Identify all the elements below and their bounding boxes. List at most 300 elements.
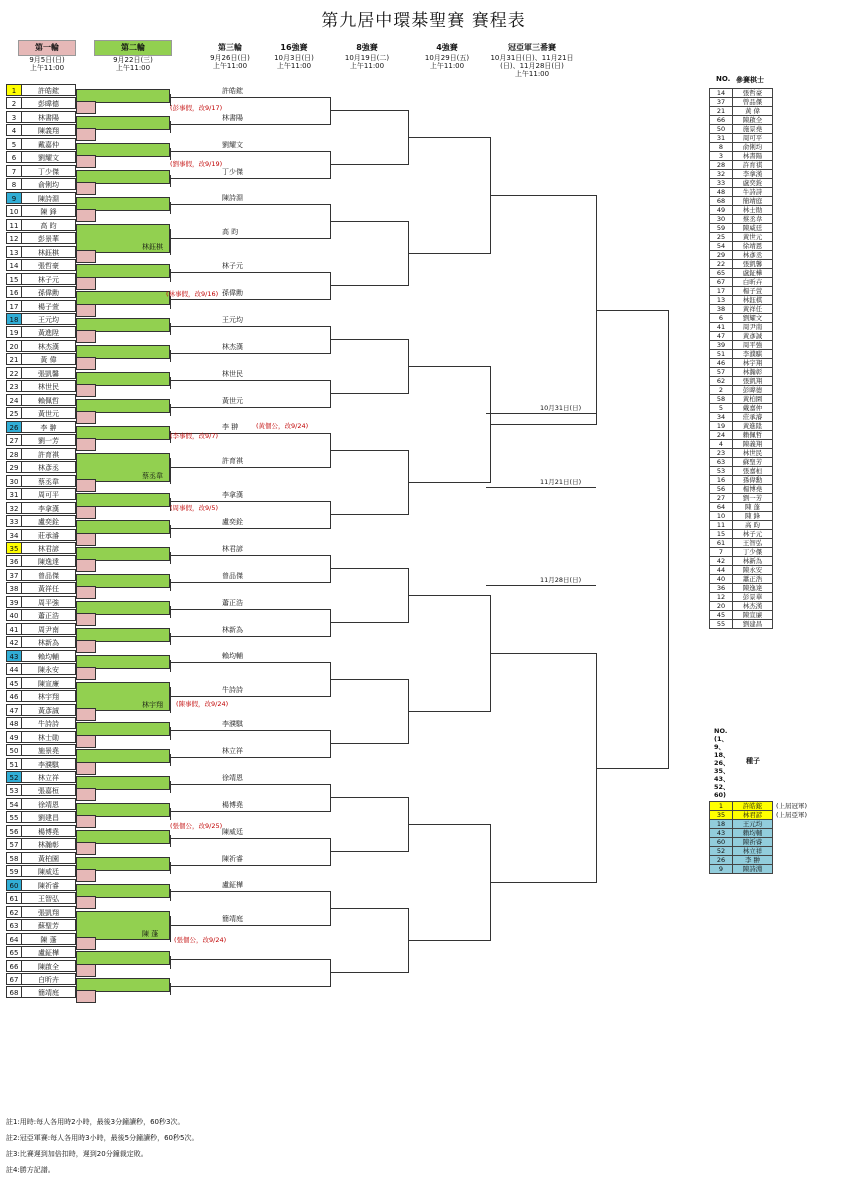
participant-number: 40 <box>710 575 733 584</box>
bracket-line <box>250 178 330 179</box>
player-row <box>6 650 76 662</box>
player-name: 李拿漢 <box>21 503 75 513</box>
bracket-line <box>330 221 408 222</box>
round-date: 9月22日(三) <box>113 56 153 64</box>
participant-name: 黃 偉 <box>733 107 773 116</box>
seed-row <box>710 811 773 820</box>
player-number: 43 <box>7 651 21 661</box>
round1-bar <box>76 869 96 882</box>
player-row <box>6 838 76 850</box>
bracket-line <box>330 568 408 569</box>
player-name: 高 昀 <box>21 220 75 230</box>
participant-name: 盧鉦樺 <box>733 269 773 278</box>
player-name: 周平強 <box>21 597 75 607</box>
participant-row <box>710 485 773 494</box>
player-number: 54 <box>9 800 19 809</box>
participant-name: 張哲豪 <box>733 89 773 98</box>
player-number: 44 <box>9 666 19 675</box>
participant-number: 37 <box>710 98 733 107</box>
round-date: 9月5日(日) <box>29 56 65 64</box>
bracket-line <box>408 482 490 483</box>
player-name: 陳逸達 <box>21 556 75 566</box>
player-name: 盧鉦樺 <box>21 947 75 957</box>
participant-number: 10 <box>710 512 733 521</box>
round1-bar <box>76 533 96 546</box>
reschedule-note: (張個公，改9/25) <box>170 822 223 830</box>
participant-row <box>710 386 773 395</box>
player-number: 42 <box>9 639 19 648</box>
bracket-line <box>250 730 330 731</box>
round3-winner-name: 林書陽 <box>222 113 243 122</box>
participant-number: 47 <box>710 332 733 341</box>
bracket-line <box>170 582 250 583</box>
player-name: 陳詩淵 <box>21 193 75 203</box>
bracket-line <box>170 959 250 960</box>
reschedule-note: (張個公，改9/24) <box>174 936 227 944</box>
final-date: 11月21日(日) <box>540 478 582 486</box>
player-row <box>6 421 76 433</box>
player-number: 5 <box>11 140 17 149</box>
round1-bar <box>76 357 96 370</box>
round3-winner-name: 李拿漢 <box>222 490 243 499</box>
participant-name: 蔡丞韋 <box>733 215 773 224</box>
participant-name: 林瀚彰 <box>733 368 773 377</box>
bracket-line <box>486 413 596 414</box>
participant-row <box>710 512 773 521</box>
participant-name: 林子元 <box>733 530 773 539</box>
player-number: 48 <box>9 720 19 729</box>
round1-bar <box>76 304 96 317</box>
round1-bar <box>76 613 96 626</box>
participant-number: 12 <box>710 593 733 602</box>
round-time: 上午11:00 <box>429 62 465 70</box>
bracket-line <box>408 595 490 596</box>
participant-row <box>710 377 773 386</box>
bracket-line <box>170 501 250 502</box>
player-row <box>6 394 76 406</box>
participant-name: 盧奕銓 <box>733 179 773 188</box>
bracket-line <box>170 380 250 381</box>
bracket-line <box>250 353 330 354</box>
player-number: 36 <box>9 558 19 567</box>
seed-row <box>710 865 773 874</box>
participant-number: 24 <box>710 431 733 440</box>
round-time: 上午11:00 <box>349 62 385 70</box>
player-name: 張凱馨 <box>21 368 75 378</box>
participant-row <box>710 476 773 485</box>
player-row <box>6 704 76 716</box>
participant-number: 14 <box>710 89 733 98</box>
round-time: 上午11:00 <box>276 62 312 70</box>
player-number: 18 <box>7 314 21 324</box>
participant-row <box>710 575 773 584</box>
bracket-line <box>250 467 330 468</box>
player-row <box>6 367 76 379</box>
player-number: 2 <box>11 100 17 109</box>
player-number: 30 <box>9 477 19 486</box>
round1-bar <box>76 384 96 397</box>
round-header <box>18 40 76 72</box>
player-name: 牛詩詩 <box>21 718 75 728</box>
round-label: 第一輪 <box>18 40 76 56</box>
player-row <box>6 313 76 325</box>
player-row <box>6 879 76 891</box>
player-row <box>6 259 76 271</box>
player-row <box>6 771 76 783</box>
bracket-line <box>330 285 408 286</box>
player-row <box>6 744 76 756</box>
participant-name: 張凱馨 <box>733 260 773 269</box>
player-name: 莊承濬 <box>21 530 75 540</box>
bracket-line <box>330 972 408 973</box>
participant-name: 楊子萱 <box>733 287 773 296</box>
bracket-line <box>250 326 330 327</box>
round-date: 10月3日(日) <box>274 54 314 62</box>
round3-winner-name: 黃世元 <box>222 396 243 405</box>
participant-row <box>710 539 773 548</box>
round3-winner-name: 陳威廷 <box>222 827 243 836</box>
player-row <box>6 300 76 312</box>
participant-name: 俞俐均 <box>733 143 773 152</box>
participant-number: 32 <box>710 170 733 179</box>
player-number: 9 <box>7 193 21 203</box>
seed-name: 王元均 <box>733 820 773 829</box>
participant-row <box>710 170 773 179</box>
participant-row <box>710 125 773 134</box>
player-number: 17 <box>9 302 19 311</box>
participant-number: 11 <box>710 521 733 530</box>
round-label: 4強賽 <box>436 43 458 52</box>
participant-number: 23 <box>710 449 733 458</box>
round-date: 10月31日(日)、11月21日(日)、11月28日(日) <box>490 54 574 70</box>
participant-name: 施景堯 <box>733 125 773 134</box>
round3-winner-name: 王元均 <box>222 315 243 324</box>
participant-row <box>710 143 773 152</box>
player-row <box>6 986 76 998</box>
participant-number: 54 <box>710 242 733 251</box>
participant-number: 61 <box>710 539 733 548</box>
round-time: 上午11:00 <box>514 70 550 78</box>
player-number: 55 <box>9 814 19 823</box>
bracket-line <box>250 609 330 610</box>
player-number: 24 <box>9 396 19 405</box>
participants-header: 參賽棋士 <box>736 76 764 84</box>
player-row <box>6 798 76 810</box>
participant-number: 38 <box>710 305 733 314</box>
round1-bar <box>76 937 96 950</box>
player-number: 37 <box>9 571 19 580</box>
player-name: 周可平 <box>21 489 75 499</box>
participant-number: 57 <box>710 368 733 377</box>
participant-number: 64 <box>710 503 733 512</box>
player-name: 陳祈睿 <box>21 880 75 890</box>
seed-row <box>710 856 773 865</box>
seed-number: 18 <box>710 820 733 829</box>
bracket-line <box>486 487 596 488</box>
player-number: 50 <box>9 747 19 756</box>
player-name: 黃 偉 <box>21 354 75 364</box>
participant-number: 62 <box>710 377 733 386</box>
bracket-line <box>250 891 330 892</box>
player-name: 蘇聖芳 <box>21 920 75 930</box>
reschedule-note: (周事假，改9/5) <box>170 504 219 512</box>
player-name: 曾品傑 <box>21 570 75 580</box>
participant-name: 王智弘 <box>733 539 773 548</box>
player-name: 林彥丞 <box>21 462 75 472</box>
participant-name: 白昕卉 <box>733 278 773 287</box>
participant-number: 27 <box>710 494 733 503</box>
participant-row <box>710 458 773 467</box>
seed-name: 李 翀 <box>733 856 773 865</box>
participant-name: 黃柏園 <box>733 395 773 404</box>
bracket-line <box>330 514 408 515</box>
bracket-line <box>170 696 250 697</box>
participant-number: 42 <box>710 557 733 566</box>
player-name: 陳啟全 <box>21 961 75 971</box>
participant-row <box>710 611 773 620</box>
player-number: 59 <box>9 868 19 877</box>
participant-row <box>710 269 773 278</box>
player-row <box>6 946 76 958</box>
player-number: 29 <box>9 464 19 473</box>
participant-name: 楊博堯 <box>733 485 773 494</box>
player-number: 20 <box>9 342 19 351</box>
participant-number: 8 <box>710 143 733 152</box>
round-label: 8強賽 <box>356 43 378 52</box>
player-name: 許皓鋐 <box>21 85 75 95</box>
seed-number: 52 <box>710 847 733 856</box>
bracket-line <box>170 238 250 239</box>
seeds-no-header: NO.(1、9、18、26、35、43、52、60) <box>714 727 730 799</box>
bracket-line <box>250 299 330 300</box>
participant-row <box>710 296 773 305</box>
participant-row <box>710 188 773 197</box>
round2-winner-name: 陳 蓬 <box>142 929 159 938</box>
participant-number: 53 <box>710 467 733 476</box>
round1-bar <box>76 762 96 775</box>
player-name: 李濮騏 <box>21 759 75 769</box>
round3-winner-name: 盧奕銓 <box>222 517 243 526</box>
player-number: 25 <box>9 410 19 419</box>
bracket-line <box>490 195 596 196</box>
participant-row <box>710 494 773 503</box>
bracket-line <box>170 555 250 556</box>
seed-name: 林君諺 <box>733 811 773 820</box>
participant-number: 63 <box>710 458 733 467</box>
player-number: 15 <box>9 275 19 284</box>
participant-row <box>710 521 773 530</box>
seed-name: 陳祈睿 <box>733 838 773 847</box>
participant-number: 16 <box>710 476 733 485</box>
player-number: 3 <box>11 113 17 122</box>
participant-number: 45 <box>710 611 733 620</box>
round3-winner-name: 牛詩詩 <box>222 686 243 695</box>
round3-winner-name: 盧鉦樺 <box>222 881 243 890</box>
final-date: 11月28日(日) <box>540 576 582 584</box>
player-name: 張凱翔 <box>21 907 75 917</box>
player-row <box>6 677 76 689</box>
player-row <box>6 825 76 837</box>
player-row <box>6 448 76 460</box>
participant-row <box>710 602 773 611</box>
participant-number: 51 <box>710 350 733 359</box>
round3-winner-name: 林子元 <box>222 261 243 270</box>
player-number: 4 <box>11 127 17 136</box>
seed-row <box>710 838 773 847</box>
player-row <box>6 690 76 702</box>
player-row <box>6 461 76 473</box>
seed-name: 賴均輔 <box>733 829 773 838</box>
participant-name: 孫偉勳 <box>733 476 773 485</box>
player-name: 徐靖恩 <box>21 799 75 809</box>
participant-row <box>710 107 773 116</box>
player-number: 67 <box>9 976 19 985</box>
bracket-line <box>596 310 668 311</box>
participant-name: 劉建昌 <box>733 620 773 629</box>
player-row <box>6 596 76 608</box>
player-name: 林君諺 <box>21 543 75 553</box>
bracket-line <box>170 811 250 812</box>
participant-name: 黃世元 <box>733 233 773 242</box>
seed-number: 43 <box>710 829 733 838</box>
bracket-line <box>170 636 250 637</box>
participant-row <box>710 395 773 404</box>
player-number: 12 <box>9 235 19 244</box>
round3-winner-name: 高 昀 <box>222 228 239 237</box>
player-row <box>6 434 76 446</box>
participant-row <box>710 251 773 260</box>
seeds-header: 種子 <box>746 757 760 765</box>
player-row <box>6 502 76 514</box>
participant-number: 13 <box>710 296 733 305</box>
player-name: 孫偉勳 <box>21 287 75 297</box>
seed-remark: (上屆冠軍) <box>776 802 808 810</box>
player-name: 劉耀文 <box>21 152 75 162</box>
participant-number: 50 <box>710 125 733 134</box>
player-number: 10 <box>9 208 19 217</box>
bracket-line <box>170 865 250 866</box>
player-name: 張哲豪 <box>21 260 75 270</box>
participant-row <box>710 98 773 107</box>
player-name: 彭暐德 <box>21 98 75 108</box>
player-row <box>6 623 76 635</box>
participant-row <box>710 620 773 629</box>
player-name: 蕭正浩 <box>21 610 75 620</box>
bracket-line <box>330 622 408 623</box>
player-name: 劉一芳 <box>21 435 75 445</box>
participant-row <box>710 152 773 161</box>
player-number: 34 <box>9 531 19 540</box>
participant-number: 4 <box>710 440 733 449</box>
round-date: 10月29日(五) <box>424 54 470 62</box>
round3-winner-name: 簡靖庭 <box>222 915 243 924</box>
player-name: 陳威廷 <box>21 866 75 876</box>
participant-row <box>710 89 773 98</box>
bracket-line <box>408 253 490 254</box>
player-row <box>6 273 76 285</box>
bracket-line <box>250 97 330 98</box>
player-row <box>6 784 76 796</box>
player-row <box>6 663 76 675</box>
participant-row <box>710 278 773 287</box>
bracket-line <box>408 366 490 367</box>
participant-number: 58 <box>710 395 733 404</box>
player-row <box>6 636 76 648</box>
player-number: 26 <box>7 422 21 432</box>
player-row <box>6 111 76 123</box>
bracket-line <box>250 151 330 152</box>
player-name: 陳 蓬 <box>21 934 75 944</box>
round1-bar <box>76 667 96 680</box>
round1-bar <box>76 128 96 141</box>
bracket-line <box>170 838 250 839</box>
player-row <box>6 232 76 244</box>
player-number: 8 <box>11 181 17 190</box>
player-name: 林士勛 <box>21 732 75 742</box>
participant-name: 林書陽 <box>733 152 773 161</box>
participant-name: 周可平 <box>733 134 773 143</box>
bracket-line <box>170 124 250 125</box>
bracket-line <box>250 204 330 205</box>
participant-row <box>710 215 773 224</box>
player-row <box>6 192 76 204</box>
participant-row <box>710 179 773 188</box>
participant-row <box>710 197 773 206</box>
participant-row <box>710 449 773 458</box>
seed-number: 1 <box>710 802 733 811</box>
participant-number: 67 <box>710 278 733 287</box>
participant-number: 44 <box>710 566 733 575</box>
participant-name: 李濮騏 <box>733 350 773 359</box>
round1-bar <box>76 640 96 653</box>
player-number: 57 <box>9 841 19 850</box>
round1-bar <box>76 506 96 519</box>
bracket-line <box>250 582 330 583</box>
player-row <box>6 892 76 904</box>
round1-bar <box>76 330 96 343</box>
round3-winner-name: 林杰漢 <box>222 342 243 351</box>
round1-bar <box>76 964 96 977</box>
player-number: 51 <box>9 760 19 769</box>
player-row <box>6 407 76 419</box>
bracket-line <box>170 528 250 529</box>
participant-row <box>710 359 773 368</box>
player-number: 23 <box>9 383 19 392</box>
bracket-line <box>170 353 250 354</box>
bracket-line <box>330 393 408 394</box>
participant-number: 49 <box>710 206 733 215</box>
bracket-line <box>250 272 330 273</box>
player-row <box>6 933 76 945</box>
participant-name: 陳宣廉 <box>733 611 773 620</box>
bracket-line <box>250 662 330 663</box>
player-name: 王智弘 <box>21 893 75 903</box>
player-row <box>6 731 76 743</box>
player-number: 56 <box>9 827 19 836</box>
bracket-line <box>250 784 330 785</box>
bracket-line <box>250 124 330 125</box>
participant-row <box>710 314 773 323</box>
participant-row <box>710 134 773 143</box>
player-row <box>6 865 76 877</box>
player-name: 林立祥 <box>21 772 75 782</box>
player-row <box>6 380 76 392</box>
seed-remark: (上屆亞軍) <box>776 811 808 819</box>
player-name: 林瀚彰 <box>21 839 75 849</box>
player-number: 21 <box>9 356 19 365</box>
participant-number: 66 <box>710 116 733 125</box>
player-row <box>6 475 76 487</box>
